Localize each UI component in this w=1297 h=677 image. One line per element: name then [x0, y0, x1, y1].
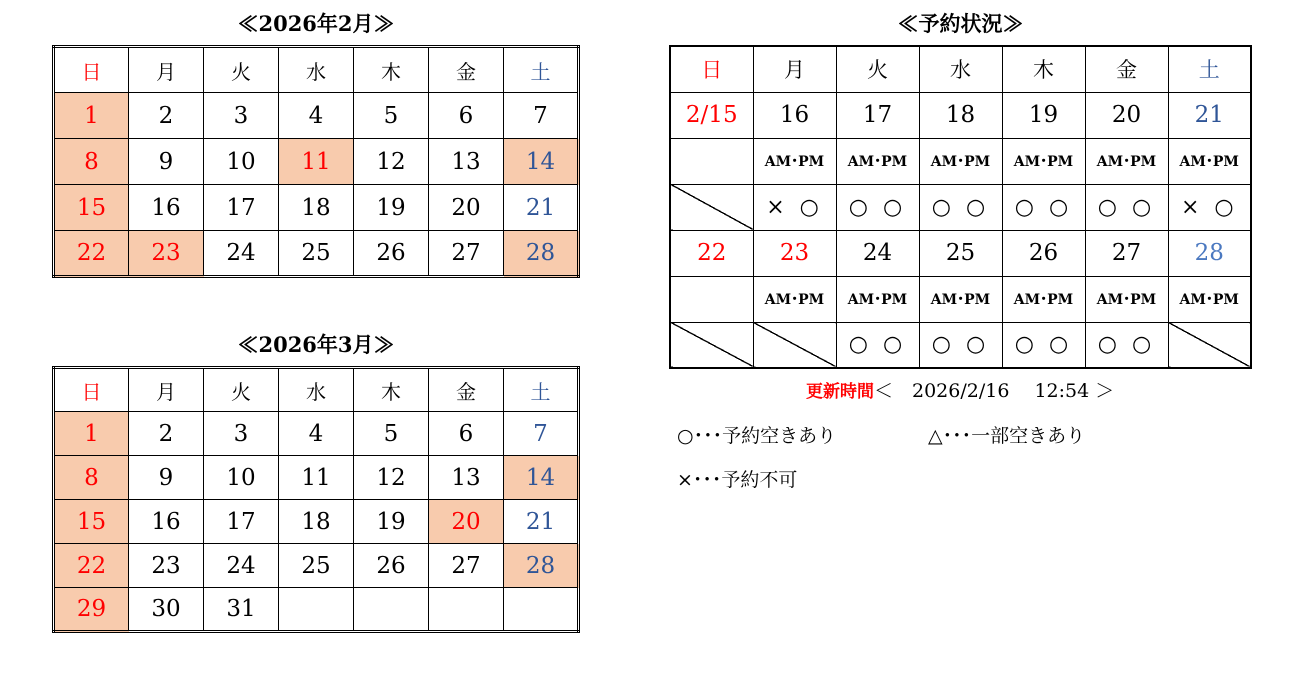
weekday-sat: 土 — [504, 368, 579, 412]
day-cell: 4 — [279, 93, 354, 139]
legend-partial: △･･･一部空きあり — [928, 425, 1086, 447]
day-cell: 10 — [204, 139, 279, 185]
ampm-cell: AM･PM — [1085, 276, 1168, 322]
day-cell: 27 — [429, 231, 504, 277]
weekday-mon: 月 — [129, 47, 204, 93]
day-cell: 1 — [54, 412, 129, 456]
reservation-date: 26 — [1002, 230, 1085, 276]
legend-available: ○･･･予約空きあり — [677, 425, 837, 447]
reservation-date: 23 — [753, 230, 836, 276]
ampm-cell: AM･PM — [836, 138, 919, 184]
reservation-date: 2/15 — [670, 92, 753, 138]
day-cell: 6 — [429, 412, 504, 456]
legend-unavailable: ×･･･予約不可 — [677, 469, 798, 491]
day-cell: 1 — [54, 93, 129, 139]
day-cell: 31 — [204, 588, 279, 632]
day-cell: 15 — [54, 185, 129, 231]
weekday-tue: 火 — [204, 47, 279, 93]
day-cell: 28 — [504, 544, 579, 588]
day-cell: 20 — [429, 500, 504, 544]
weekday-mon: 月 — [129, 368, 204, 412]
day-cell: 14 — [504, 456, 579, 500]
day-cell: 20 — [429, 185, 504, 231]
weekday-fri: 金 — [429, 368, 504, 412]
day-cell: 13 — [429, 139, 504, 185]
day-cell: 23 — [129, 231, 204, 277]
ampm-cell: AM･PM — [1002, 276, 1085, 322]
updated-time-value: ＜ 2026/2/16 12:54 ＞ — [874, 380, 1115, 402]
ampm-cell — [670, 276, 753, 322]
weekday-sat: 土 — [504, 47, 579, 93]
mar-calendar-title: ≪2026年3月≫ — [237, 332, 395, 357]
reservation-date: 25 — [919, 230, 1002, 276]
day-cell: 18 — [279, 185, 354, 231]
day-cell: 29 — [54, 588, 129, 632]
availability-cell: × ○ — [753, 184, 836, 230]
reservation-date: 20 — [1085, 92, 1168, 138]
ampm-cell — [670, 138, 753, 184]
reservation-date: 27 — [1085, 230, 1168, 276]
day-cell: 22 — [54, 231, 129, 277]
day-cell: 14 — [504, 139, 579, 185]
day-cell: 5 — [354, 412, 429, 456]
ampm-cell: AM･PM — [1168, 138, 1251, 184]
ampm-cell: AM･PM — [919, 276, 1002, 322]
availability-cell: ○ ○ — [1002, 322, 1085, 368]
day-cell-empty — [429, 588, 504, 632]
day-cell: 10 — [204, 456, 279, 500]
day-cell: 28 — [504, 231, 579, 277]
weekday-tue: 火 — [836, 46, 919, 92]
day-cell: 26 — [354, 231, 429, 277]
reservation-date: 28 — [1168, 230, 1251, 276]
weekday-sun: 日 — [670, 46, 753, 92]
day-cell: 16 — [129, 185, 204, 231]
unavailable-slash-cell — [753, 322, 836, 368]
mar-calendar — [52, 366, 580, 633]
weekday-fri: 金 — [429, 47, 504, 93]
updated-time-label: 更新時間 — [806, 382, 874, 402]
day-cell-empty — [279, 588, 354, 632]
day-cell: 25 — [279, 231, 354, 277]
availability-cell: ○ ○ — [919, 184, 1002, 230]
day-cell: 5 — [354, 93, 429, 139]
weekday-sun: 日 — [54, 368, 129, 412]
weekday-tue: 火 — [204, 368, 279, 412]
day-cell: 22 — [54, 544, 129, 588]
day-cell: 18 — [279, 500, 354, 544]
day-cell: 6 — [429, 93, 504, 139]
ampm-cell: AM･PM — [1168, 276, 1251, 322]
reservation-date: 19 — [1002, 92, 1085, 138]
day-cell: 4 — [279, 412, 354, 456]
day-cell: 7 — [504, 412, 579, 456]
day-cell: 25 — [279, 544, 354, 588]
unavailable-slash-cell — [670, 184, 753, 230]
availability-cell: ○ ○ — [836, 322, 919, 368]
reservation-date: 22 — [670, 230, 753, 276]
day-cell: 2 — [129, 412, 204, 456]
day-cell: 11 — [279, 456, 354, 500]
day-cell: 9 — [129, 456, 204, 500]
day-cell-empty — [504, 588, 579, 632]
ampm-cell: AM･PM — [753, 138, 836, 184]
weekday-wed: 水 — [279, 368, 354, 412]
reservation-table — [669, 45, 1252, 369]
day-cell: 12 — [354, 139, 429, 185]
weekday-fri: 金 — [1085, 46, 1168, 92]
day-cell: 17 — [204, 185, 279, 231]
weekday-thu: 木 — [354, 368, 429, 412]
reservation-date: 21 — [1168, 92, 1251, 138]
ampm-cell: AM･PM — [1002, 138, 1085, 184]
day-cell: 16 — [129, 500, 204, 544]
weekday-thu: 木 — [354, 47, 429, 93]
day-cell: 11 — [279, 139, 354, 185]
day-cell: 7 — [504, 93, 579, 139]
day-cell: 23 — [129, 544, 204, 588]
day-cell: 12 — [354, 456, 429, 500]
day-cell: 2 — [129, 93, 204, 139]
day-cell: 8 — [54, 456, 129, 500]
weekday-wed: 水 — [919, 46, 1002, 92]
reservation-title: ≪予約状況≫ — [897, 11, 1024, 36]
day-cell: 13 — [429, 456, 504, 500]
day-cell: 24 — [204, 231, 279, 277]
day-cell: 24 — [204, 544, 279, 588]
day-cell: 21 — [504, 185, 579, 231]
reservation-date: 18 — [919, 92, 1002, 138]
day-cell: 8 — [54, 139, 129, 185]
feb-calendar — [52, 45, 580, 278]
weekday-thu: 木 — [1002, 46, 1085, 92]
day-cell: 17 — [204, 500, 279, 544]
weekday-mon: 月 — [753, 46, 836, 92]
ampm-cell: AM･PM — [753, 276, 836, 322]
availability-cell: ○ ○ — [1085, 322, 1168, 368]
unavailable-slash-cell — [670, 322, 753, 368]
ampm-cell: AM･PM — [919, 138, 1002, 184]
updated-time — [806, 379, 1114, 404]
availability-cell: ○ ○ — [919, 322, 1002, 368]
ampm-cell: AM･PM — [1085, 138, 1168, 184]
day-cell: 19 — [354, 500, 429, 544]
availability-cell: ○ ○ — [1085, 184, 1168, 230]
availability-cell: × ○ — [1168, 184, 1251, 230]
day-cell: 3 — [204, 412, 279, 456]
day-cell: 26 — [354, 544, 429, 588]
reservation-date: 17 — [836, 92, 919, 138]
day-cell: 19 — [354, 185, 429, 231]
day-cell: 9 — [129, 139, 204, 185]
weekday-wed: 水 — [279, 47, 354, 93]
reservation-date: 16 — [753, 92, 836, 138]
availability-cell: ○ ○ — [1002, 184, 1085, 230]
day-cell-empty — [354, 588, 429, 632]
day-cell: 3 — [204, 93, 279, 139]
day-cell: 30 — [129, 588, 204, 632]
ampm-cell: AM･PM — [836, 276, 919, 322]
availability-cell: ○ ○ — [836, 184, 919, 230]
weekday-sun: 日 — [54, 47, 129, 93]
day-cell: 21 — [504, 500, 579, 544]
feb-calendar-title: ≪2026年2月≫ — [237, 11, 395, 36]
unavailable-slash-cell — [1168, 322, 1251, 368]
day-cell: 27 — [429, 544, 504, 588]
day-cell: 15 — [54, 500, 129, 544]
weekday-sat: 土 — [1168, 46, 1251, 92]
reservation-date: 24 — [836, 230, 919, 276]
